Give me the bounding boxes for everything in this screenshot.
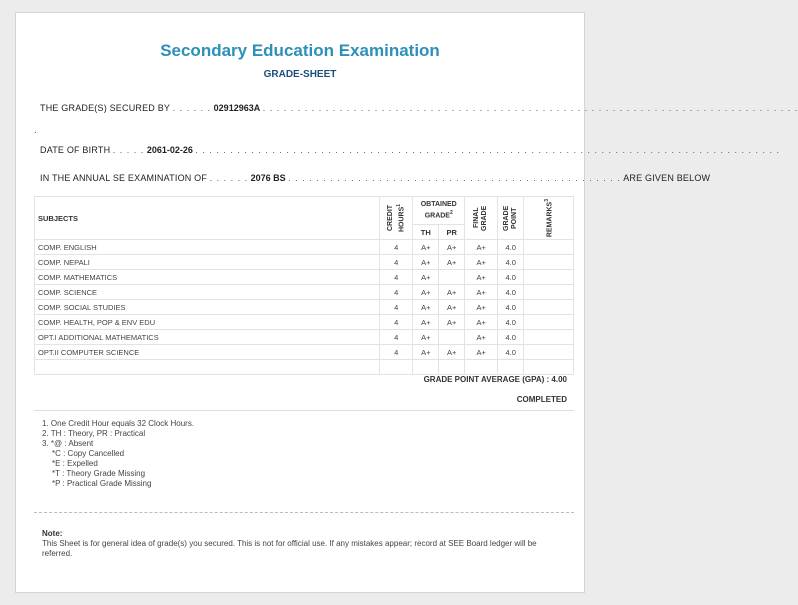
dashed-divider <box>34 512 574 513</box>
subject-name: COMP. SOCIAL STUDIES <box>35 300 380 315</box>
table-row <box>35 270 574 285</box>
theory-grade: A+ <box>413 270 439 285</box>
grade-point: 4.0 <box>498 285 524 300</box>
theory-grade: A+ <box>413 255 439 270</box>
practical-grade: A+ <box>439 285 465 300</box>
table-spacer-row <box>35 360 574 375</box>
subjects-header: SUBJECTS <box>35 197 380 240</box>
remarks <box>524 315 574 330</box>
final-grade-header: FINAL GRADE <box>465 197 498 240</box>
note-item: 1. One Credit Hour equals 32 Clock Hours. <box>42 419 195 428</box>
final-grade: A+ <box>465 330 498 345</box>
credit-hours: 4 <box>380 330 413 345</box>
page-subtitle: GRADE-SHEET <box>263 69 337 80</box>
note-subitem: *C : Copy Cancelled <box>52 449 125 458</box>
credit-hours-header: CREDIT HOURS$^1$ <box>380 197 413 240</box>
page-title: Secondary Education Examination <box>160 41 440 60</box>
theory-grade: A+ <box>413 330 439 345</box>
table-row <box>35 285 574 300</box>
note-subitem: *T : Theory Grade Missing <box>52 469 146 478</box>
secured-by-label: THE GRADE(S) SECURED BY <box>40 103 171 113</box>
th-header: TH <box>413 225 439 240</box>
theory-grade: A+ <box>413 285 439 300</box>
credit-hours: 4 <box>380 345 413 360</box>
footer-note-label: Note: <box>42 529 63 538</box>
practical-grade <box>439 330 465 345</box>
dob-line: DATE OF BIRTH . . . . . 2061-02-26 . . . . . . . . . . . . . . . . . . . . . . . . . . . . . . . . . . . . . . . . . . . . . . . . . . . . . . . . . . . . . . . . . . . . . . . . . . . . . . . . . . . . <box>40 145 780 155</box>
exam-year: 2076 BS <box>250 173 286 183</box>
divider <box>34 410 574 411</box>
final-grade: A+ <box>465 300 498 315</box>
remarks <box>524 330 574 345</box>
final-grade: A+ <box>465 315 498 330</box>
legend-notes <box>42 419 194 489</box>
practical-grade: A+ <box>439 255 465 270</box>
note-subitem: *E : Expelled <box>52 459 98 468</box>
final-grade: A+ <box>465 285 498 300</box>
table-row <box>35 240 574 255</box>
credit-hours: 4 <box>380 255 413 270</box>
remarks <box>524 285 574 300</box>
grade-point: 4.0 <box>498 300 524 315</box>
final-grade: A+ <box>465 255 498 270</box>
gpa-summary: GRADE POINT AVERAGE (GPA) : 4.00 <box>423 375 567 384</box>
credit-hours: 4 <box>380 270 413 285</box>
footer-note-text: This Sheet is for general idea of grade(s) you secured. This is not for official use. If any mistakes appear; record at SEE Board ledger will be referred. <box>42 539 537 558</box>
credit-hours: 4 <box>380 315 413 330</box>
exam-suffix: ARE GIVEN BELOW <box>623 173 711 183</box>
practical-grade: A+ <box>439 300 465 315</box>
remarks <box>524 240 574 255</box>
grade-point: 4.0 <box>498 255 524 270</box>
table-row <box>35 255 574 270</box>
table-row <box>35 330 574 345</box>
grade-point: 4.0 <box>498 270 524 285</box>
theory-grade: A+ <box>413 300 439 315</box>
status-badge: COMPLETED <box>516 395 567 404</box>
grade-point: 4.0 <box>498 345 524 360</box>
subject-name: OPT.I ADDITIONAL MATHEMATICS <box>35 330 380 345</box>
remarks <box>524 300 574 315</box>
table-row <box>35 345 574 360</box>
obtained-grade-header: OBTAINED GRADE$^2$ <box>413 197 465 225</box>
table-row <box>35 315 574 330</box>
credit-hours: 4 <box>380 300 413 315</box>
note-subitem: *P : Practical Grade Missing <box>52 479 152 488</box>
secured-by-line: THE GRADE(S) SECURED BY . . . . . . 02912963A . . . . . . . . . . . . . . . . . . . . . . . . . . . . . . . . . . . . . . . . . . . . . . . . . . . . . . . . . . . . . . . . . . . . . . . . . . . . . <box>40 103 798 113</box>
footer-note <box>42 529 562 559</box>
grade-point: 4.0 <box>498 315 524 330</box>
subject-name: COMP. ENGLISH <box>35 240 380 255</box>
note-item: 2. TH : Theory, PR : Practical <box>42 429 146 438</box>
subject-name: COMP. SCIENCE <box>35 285 380 300</box>
final-grade: A+ <box>465 345 498 360</box>
dob-label: DATE OF BIRTH <box>40 145 111 155</box>
practical-grade: A+ <box>439 240 465 255</box>
remarks <box>524 345 574 360</box>
pr-header: PR <box>439 225 465 240</box>
exam-line: IN THE ANNUAL SE EXAMINATION OF . . . . . . 2076 BS . . . . . . . . . . . . . . . . . . . . . . . . . . . . . . . . . . . . . . . . . . . . . . . . ARE GIVEN BELOW <box>40 173 711 183</box>
theory-grade: A+ <box>413 345 439 360</box>
grade-point-header: GRADE POINT <box>498 197 524 240</box>
note-item: 3. *@ : Absent <box>42 439 94 448</box>
subject-name: COMP. NEPALI <box>35 255 380 270</box>
theory-grade: A+ <box>413 240 439 255</box>
table-row <box>35 300 574 315</box>
theory-grade: A+ <box>413 315 439 330</box>
grade-sheet-frame: Secondary Education Examination GRADE-SHEET THE GRADE(S) SECURED BY . . . . . . 02912963A . . . . . . . . . . . . . . . . . . . . . . . . . . . . . . . . . . . . . . . . . . . . . . . . . . . . . . . . . . . . . . . . . . . . . . . . . . . . . . DATE OF BIRTH . . . . . 2061-02-26 . . . . . . . . . . . . . . . . . . . . . . . . . . . . . . . . . . . . . . . . . . . . . . . . . . . . . . . . . . . . . . . . . . . . . . . . . . . . . . . . . . . . IN THE ANNUAL SE EXAMINATION OF . . . . . . 2076 BS . . . . . . . . . . . . . . . . . . . . . . . . . . . . . . . . . . . . . . . . . . . . . . . . ARE GIVEN BELOW SUBJECTS CREDIT HOURS$^1$ OBTAINED GRADE$^2$ FINAL GRADE GRADE POINT REMARKS$^3$ TH PR COMP. ENGLISH 4 A+ A+ A+ 4.0 COMP. NEPALI 4 A+ A+ A+ 4.0 COMP. MATHEMATICS 4 A+ A+ 4.0 COMP. SCIENCE 4 A+ A+ A+ 4.0 COMP. SOCIAL STUDIES 4 A+ A+ A+ 4.0 COMP. HEALTH, POP & ENV EDU 4 A+ A+ A+ 4.0 OPT.I ADDITIONAL MATHEMATICS 4 A+ A+ 4.0 OPT.II COMPUTER SCIENCE 4 A+ A+ A+ 4.0 GRADE POINT AVERAGE (GPA) : 4.00 COMPLETED 1. One Credit Hour equals 32 Clock Hours. 2. TH : Theory, PR : Practical 3. *@ : Absent *C : Copy Cancelled *E : Expelled *T : Theory Grade Missing *P : Practical Grade Missing Note: This Sheet is for general idea of grade(s) you secured. This is not for official use. If any mistakes appear; record at SEE Board ledger will be referred. <box>15 12 585 593</box>
remarks <box>524 255 574 270</box>
final-grade: A+ <box>465 240 498 255</box>
remarks <box>524 270 574 285</box>
exam-label: IN THE ANNUAL SE EXAMINATION OF <box>40 173 208 183</box>
credit-hours: 4 <box>380 240 413 255</box>
credit-hours: 4 <box>380 285 413 300</box>
practical-grade <box>439 270 465 285</box>
dob-value: 2061-02-26 <box>146 145 193 155</box>
practical-grade: A+ <box>439 315 465 330</box>
subject-name: COMP. HEALTH, POP & ENV EDU <box>35 315 380 330</box>
remarks-header: REMARKS$^3$ <box>524 197 574 240</box>
symbol-number: 02912963A <box>213 103 261 113</box>
subject-name: COMP. MATHEMATICS <box>35 270 380 285</box>
final-grade: A+ <box>465 270 498 285</box>
grades-table <box>34 196 574 375</box>
practical-grade: A+ <box>439 345 465 360</box>
grade-point: 4.0 <box>498 240 524 255</box>
subject-name: OPT.II COMPUTER SCIENCE <box>35 345 380 360</box>
grade-point: 4.0 <box>498 330 524 345</box>
